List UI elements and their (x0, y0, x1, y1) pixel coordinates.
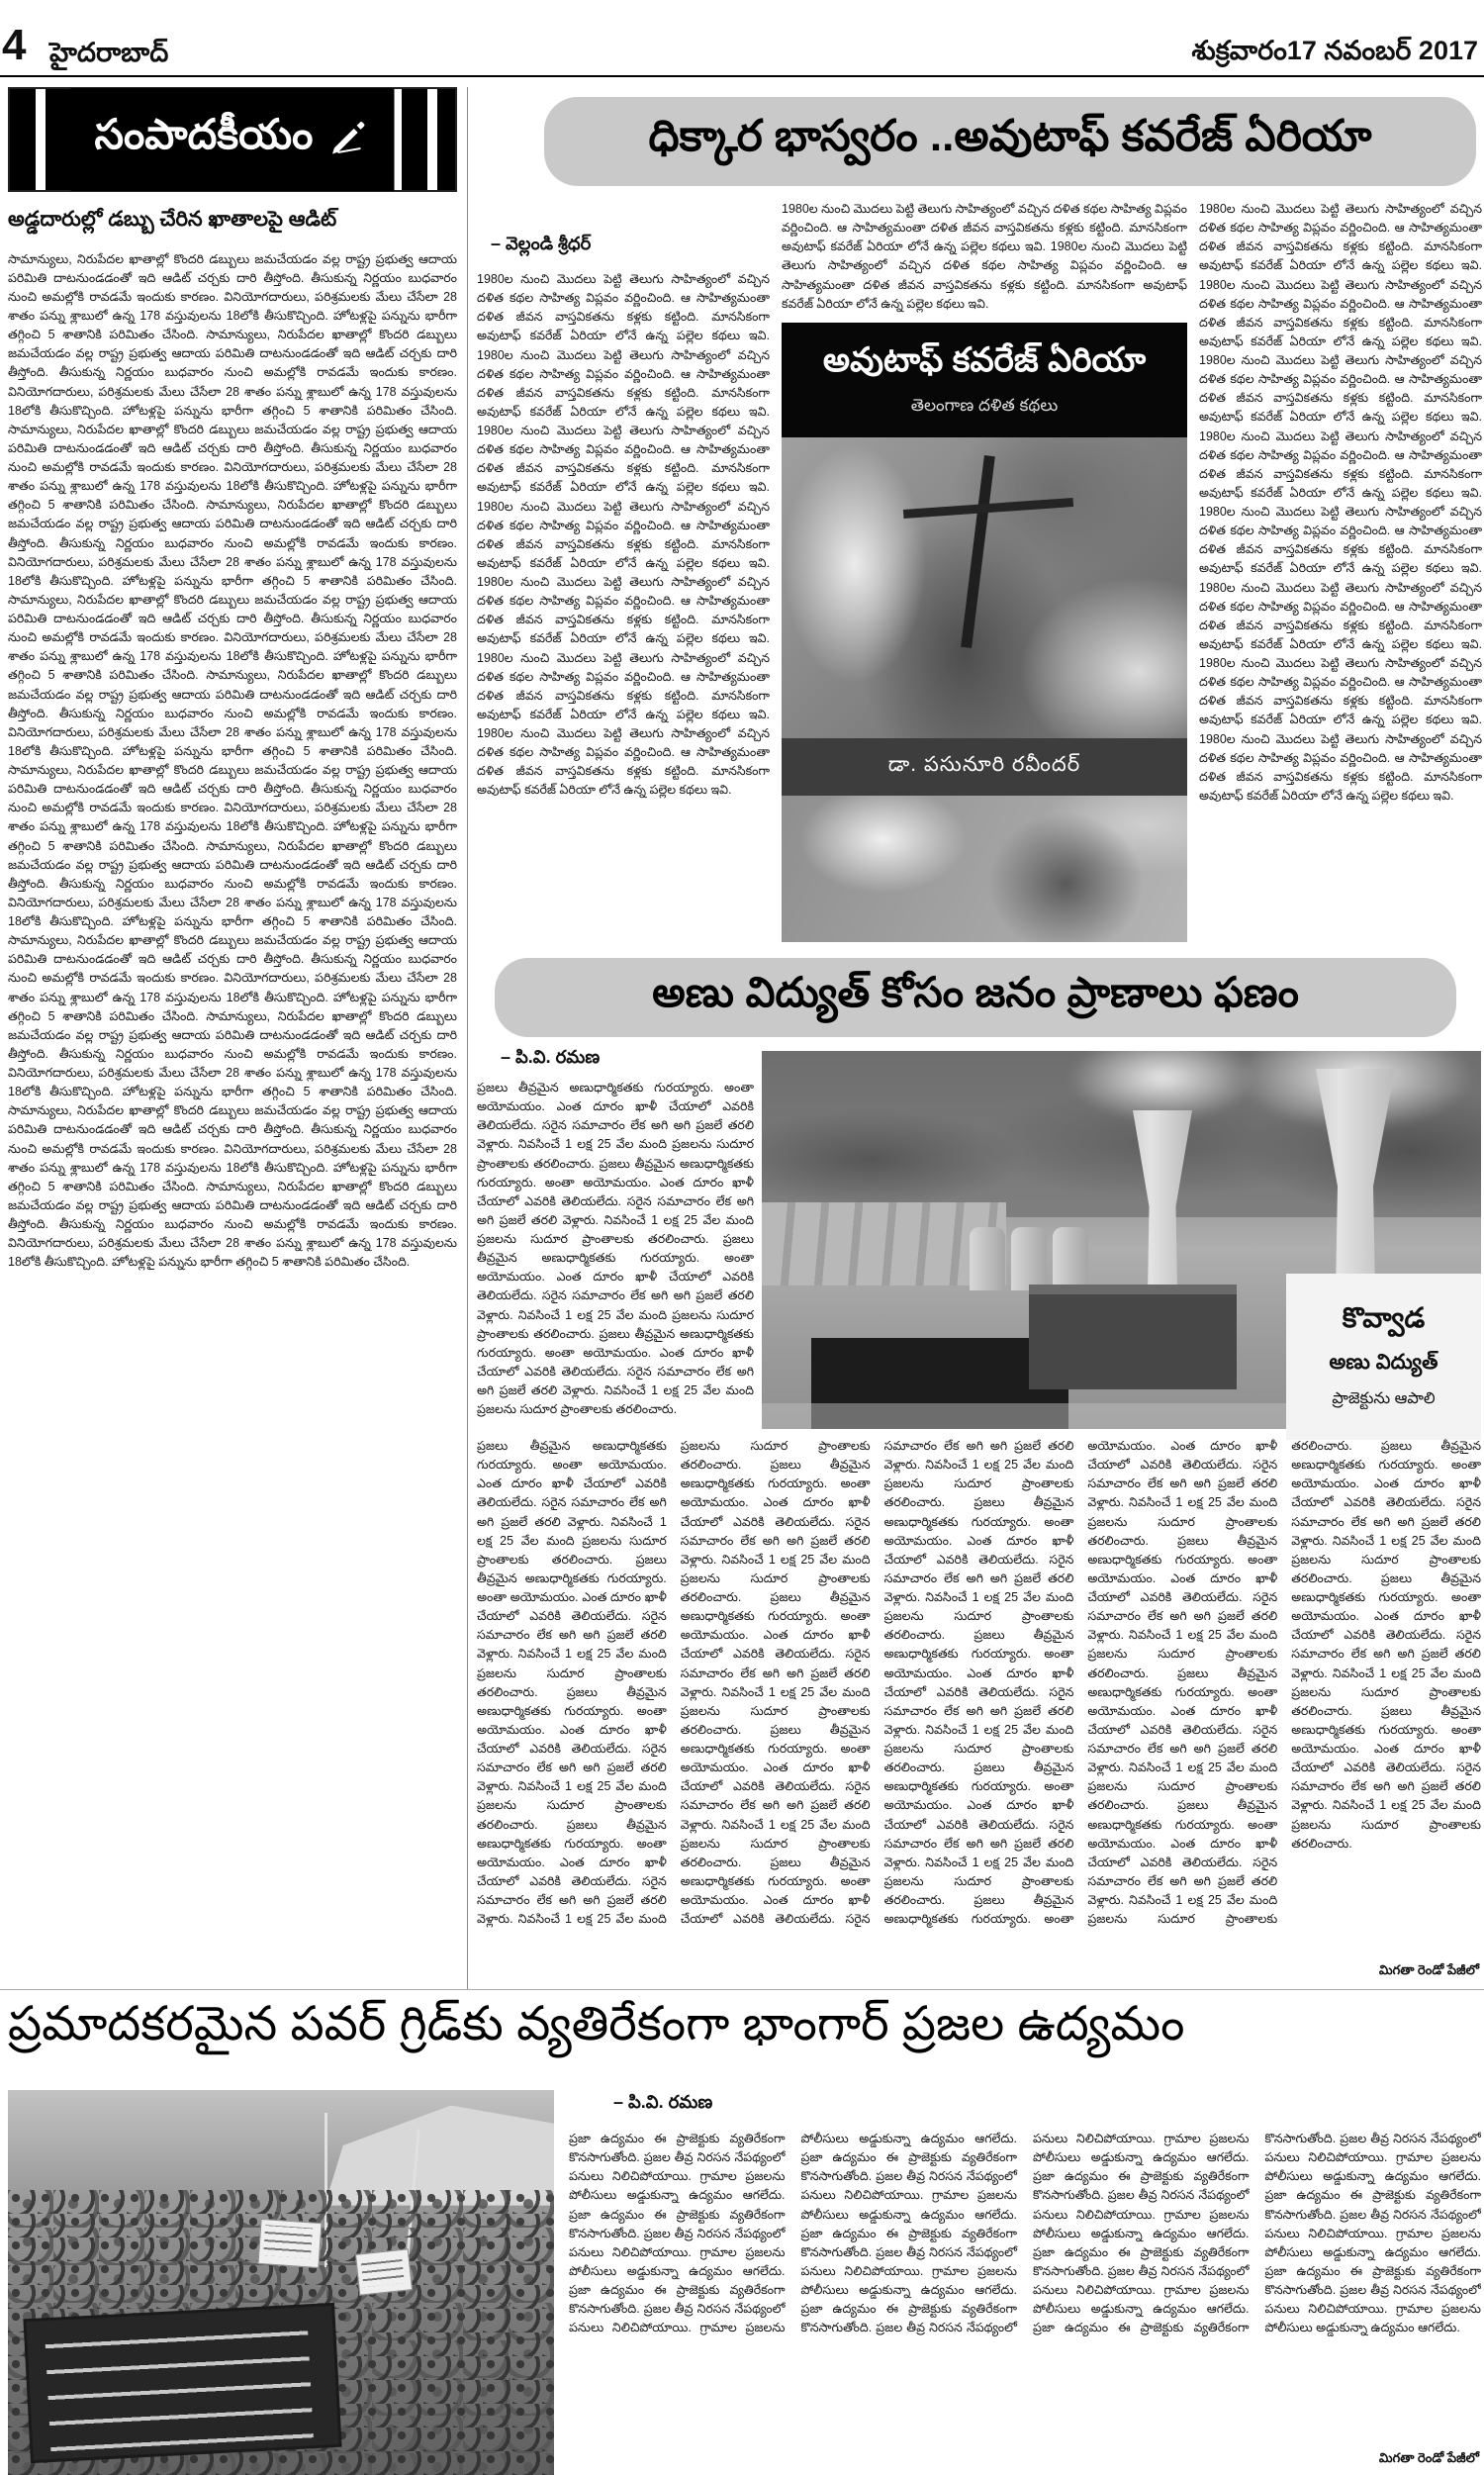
book-cover-image (782, 323, 1187, 942)
editorial-banner-text: సంపాదకీయం (94, 110, 314, 157)
book-review-col-3: 1980ల నుంచి మొదలు పెట్టి తెలుగు సాహిత్యంలో వచ్చిన దళిత కథల సాహిత్య విప్లవం వర్ణించింది. ఆ సాహిత్యమంతా దళిత జీవన వాస్తవికతను కళ్లకు కట్టింది. మానసికంగా అవుటాఫ్ కవరేజ్ ఏరియా లోనే ఉన్న పల్లెల కథలు ఇవి. 1980ల నుంచి మొదలు పెట్టి తెలుగు సాహిత్యంలో వచ్చిన దళిత కథల సాహిత్య విప్లవం వర్ణించింది. ఆ సాహిత్యమంతా దళిత జీవన వాస్తవికతను కళ్లకు కట్టింది. మానసికంగా అవుటాఫ్ కవరేజ్ ఏరియా లోనే ఉన్న పల్లెల కథలు ఇవి. 1980ల నుంచి మొదలు పెట్టి తెలుగు సాహిత్యంలో వచ్చిన దళిత కథల సాహిత్య విప్లవం వర్ణించింది. ఆ సాహిత్యమంతా దళిత జీవన వాస్తవికతను కళ్లకు కట్టింది. మానసికంగా అవుటాఫ్ కవరేజ్ ఏరియా లోనే ఉన్న పల్లెల కథలు ఇవి. 1980ల నుంచి మొదలు పెట్టి తెలుగు సాహిత్యంలో వచ్చిన దళిత కథల సాహిత్య విప్లవం వర్ణించింది. ఆ సాహిత్యమంతా దళిత జీవన వాస్తవికతను కళ్లకు కట్టింది. మానసికంగా అవుటాఫ్ కవరేజ్ ఏరియా లోనే ఉన్న పల్లెల కథలు ఇవి. 1980ల నుంచి మొదలు పెట్టి తెలుగు సాహిత్యంలో వచ్చిన దళిత కథల సాహిత్య విప్లవం వర్ణించింది. ఆ సాహిత్యమంతా దళిత జీవన వాస్తవికతను కళ్లకు కట్టింది. మానసికంగా అవుటాఫ్ కవరేజ్ ఏరియా లోనే ఉన్న పల్లెల కథలు ఇవి. 1980ల నుంచి మొదలు పెట్టి తెలుగు సాహిత్యంలో వచ్చిన దళిత కథల సాహిత్య విప్లవం వర్ణించింది. ఆ సాహిత్యమంతా దళిత జీవన వాస్తవికతను కళ్లకు కట్టింది. మానసికంగా అవుటాఫ్ కవరేజ్ ఏరియా లోనే ఉన్న పల్లెల కథలు ఇవి. 1980ల నుంచి మొదలు పెట్టి తెలుగు సాహిత్యంలో వచ్చిన దళిత కథల సాహిత్య విప్లవం వర్ణించింది. ఆ సాహిత్యమంతా దళిత జీవన వాస్తవికతను కళ్లకు కట్టింది. మానసికంగా అవుటాఫ్ కవరేజ్ ఏరియా లోనే ఉన్న పల్లెల కథలు ఇవి. 1980ల నుంచి మొదలు పెట్టి తెలుగు సాహిత్యంలో వచ్చిన దళిత కథల సాహిత్య విప్లవం వర్ణించింది. ఆ సాహిత్యమంతా దళిత జీవన వాస్తవికతను కళ్లకు కట్టింది. మానసికంగా అవుటాఫ్ కవరేజ్ ఏరియా లోనే ఉన్న పల్లెల కథలు ఇవి. (1199, 202, 1482, 803)
section-divider (0, 1989, 1484, 1990)
book-review-col-1 (477, 234, 770, 948)
continued-note: మిగతా రెండో పేజీలో (1371, 1962, 1479, 1981)
nuclear-article-headline: అణు విద్యుత్ కోసం జనం ప్రాణాలు ఫణం (495, 958, 1456, 1037)
editorial-headline: అడ్డదారుల్లో డబ్బు చేరిన ఖాతాలపై ఆడిట్ (8, 208, 337, 231)
book-author-strip (782, 738, 1187, 796)
protest-placard (355, 2249, 413, 2296)
header-rule (0, 75, 1484, 77)
book-review-headline: ధిక్కార భాస్వరం ..అవుటాఫ్ కవరేజ్ ఏరియా (544, 97, 1476, 186)
powergrid-headline: ప్రమాదకరమైన పవర్ గ్రిడ్‌కు వ్యతిరేకంగా భాంగార్ ప్రజల ఉద్యమం (8, 1998, 1185, 2050)
book-title: అవుటాఫ్ కవరేజ్ ఏరియా (822, 340, 1147, 379)
nuclear-article-col-1: ప్రజలు తీవ్రమైన అణుధార్మికతకు గురయ్యారు. అంతా అయోమయం. ఎంత దూరం ఖాళీ చేయాలో ఎవరికి తెలియలేదు. సరైన సమాచారం లేక అగి అగి ప్రజలే తరలి వెళ్లారు. నివసించే 1 లక్ష 25 వేల మంది ప్రజలను సుదూర ప్రాంతాలకు తరలించారు. ప్రజలు తీవ్రమైన అణుధార్మికతకు గురయ్యారు. అంతా అయోమయం. ఎంత దూరం ఖాళీ చేయాలో ఎవరికి తెలియలేదు. సరైన సమాచారం లేక అగి అగి ప్రజలే తరలి వెళ్లారు. నివసించే 1 లక్ష 25 వేల మంది ప్రజలను సుదూర ప్రాంతాలకు తరలించారు. ప్రజలు తీవ్రమైన అణుధార్మికతకు గురయ్యారు. అంతా అయోమయం. ఎంత దూరం ఖాళీ చేయాలో ఎవరికి తెలియలేదు. సరైన సమాచారం లేక అగి అగి ప్రజలే తరలి వెళ్లారు. నివసించే 1 లక్ష 25 వేల మంది ప్రజలను సుదూర ప్రాంతాలకు తరలించారు. ప్రజలు తీవ్రమైన అణుధార్మికతకు గురయ్యారు. అంతా అయోమయం. ఎంత దూరం ఖాళీ చేయాలో ఎవరికి తెలియలేదు. సరైన సమాచారం లేక అగి అగి ప్రజలే తరలి వెళ్లారు. నివసించే 1 లక్ష 25 వేల మంది ప్రజలను సుదూర ప్రాంతాలకు తరలించారు. (477, 1081, 754, 1417)
continued-note: మిగతా రెండో పేజీలో (1371, 2450, 1479, 2469)
book-review-byline: – వెల్లండి శ్రీధర్ (491, 234, 592, 253)
editorial-body-text: సామాన్యులు, నిరుపేదల ఖాతాల్లో కొందరి డబ్బులు జమచేయడం వల్ల రాష్ట్ర ప్రభుత్వ ఆదాయ పరిమితి దాటనుండడంతో ఇది ఆడిట్ చర్చకు దారి తీస్తోంది. తీసుకున్న నిర్ణయం బుధవారం నుంచి అమల్లోకి రావడమే ఇందుకు కారణం. వినియోగదారులు, పరిశ్రమలకు మేలు చేసేలా 28 శాతం పన్ను శ్లాబులో ఉన్న 178 వస్తువులను 18లోకి తీసుకొచ్చింది. హోటళ్లపై పన్నును భారీగా తగ్గించి 5 శాతానికి పరిమితం చేసింది. సామాన్యులు, నిరుపేదల ఖాతాల్లో కొందరి డబ్బులు జమచేయడం వల్ల రాష్ట్ర ప్రభుత్వ ఆదాయ పరిమితి దాటనుండడంతో ఇది ఆడిట్ చర్చకు దారి తీస్తోంది. తీసుకున్న నిర్ణయం బుధవారం నుంచి అమల్లోకి రావడమే ఇందుకు కారణం. వినియోగదారులు, పరిశ్రమలకు మేలు చేసేలా 28 శాతం పన్ను శ్లాబులో ఉన్న 178 వస్తువులను 18లోకి తీసుకొచ్చింది. హోటళ్లపై పన్నును భారీగా తగ్గించి 5 శాతానికి పరిమితం చేసింది. సామాన్యులు, నిరుపేదల ఖాతాల్లో కొందరి డబ్బులు జమచేయడం వల్ల రాష్ట్ర ప్రభుత్వ ఆదాయ పరిమితి దాటనుండడంతో ఇది ఆడిట్ చర్చకు దారి తీస్తోంది. తీసుకున్న నిర్ణయం బుధవారం నుంచి అమల్లోకి రావడమే ఇందుకు కారణం. వినియోగదారులు, పరిశ్రమలకు మేలు చేసేలా 28 శాతం పన్ను శ్లాబులో ఉన్న 178 వస్తువులను 18లోకి తీసుకొచ్చింది. హోటళ్లపై పన్నును భారీగా తగ్గించి 5 శాతానికి పరిమితం చేసింది. సామాన్యులు, నిరుపేదల ఖాతాల్లో కొందరి డబ్బులు జమచేయడం వల్ల రాష్ట్ర ప్రభుత్వ ఆదాయ పరిమితి దాటనుండడంతో ఇది ఆడిట్ చర్చకు దారి తీస్తోంది. తీసుకున్న నిర్ణయం బుధవారం నుంచి అమల్లోకి రావడమే ఇందుకు కారణం. వినియోగదారులు, పరిశ్రమలకు మేలు చేసేలా 28 శాతం పన్ను శ్లాబులో ఉన్న 178 వస్తువులను 18లోకి తీసుకొచ్చింది. హోటళ్లపై పన్నును భారీగా తగ్గించి 5 శాతానికి పరిమితం చేసింది. సామాన్యులు, నిరుపేదల ఖాతాల్లో కొందరి డబ్బులు జమచేయడం వల్ల రాష్ట్ర ప్రభుత్వ ఆదాయ పరిమితి దాటనుండడంతో ఇది ఆడిట్ చర్చకు దారి తీస్తోంది. తీసుకున్న నిర్ణయం బుధవారం నుంచి అమల్లోకి రావడమే ఇందుకు కారణం. వినియోగదారులు, పరిశ్రమలకు మేలు చేసేలా 28 శాతం పన్ను శ్లాబులో ఉన్న 178 వస్తువులను 18లోకి తీసుకొచ్చింది. హోటళ్లపై పన్నును భారీగా తగ్గించి 5 శాతానికి పరిమితం చేసింది. సామాన్యులు, నిరుపేదల ఖాతాల్లో కొందరి డబ్బులు జమచేయడం వల్ల రాష్ట్ర ప్రభుత్వ ఆదాయ పరిమితి దాటనుండడంతో ఇది ఆడిట్ చర్చకు దారి తీస్తోంది. తీసుకున్న నిర్ణయం బుధవారం నుంచి అమల్లోకి రావడమే ఇందుకు కారణం. వినియోగదారులు, పరిశ్రమలకు మేలు చేసేలా 28 శాతం పన్ను శ్లాబులో ఉన్న 178 వస్తువులను 18లోకి తీసుకొచ్చింది. హోటళ్లపై పన్నును భారీగా తగ్గించి 5 శాతానికి పరిమితం చేసింది. సామాన్యులు, నిరుపేదల ఖాతాల్లో కొందరి డబ్బులు జమచేయడం వల్ల రాష్ట్ర ప్రభుత్వ ఆదాయ పరిమితి దాటనుండడంతో ఇది ఆడిట్ చర్చకు దారి తీస్తోంది. తీసుకున్న నిర్ణయం బుధవారం నుంచి అమల్లోకి రావడమే ఇందుకు కారణం. వినియోగదారులు, పరిశ్రమలకు మేలు చేసేలా 28 శాతం పన్ను శ్లాబులో ఉన్న 178 వస్తువులను 18లోకి తీసుకొచ్చింది. హోటళ్లపై పన్నును భారీగా తగ్గించి 5 శాతానికి పరిమితం చేసింది. సామాన్యులు, నిరుపేదల ఖాతాల్లో కొందరి డబ్బులు జమచేయడం వల్ల రాష్ట్ర ప్రభుత్వ ఆదాయ పరిమితి దాటనుండడంతో ఇది ఆడిట్ చర్చకు దారి తీస్తోంది. తీసుకున్న నిర్ణయం బుధవారం నుంచి అమల్లోకి రావడమే ఇందుకు కారణం. వినియోగదారులు, పరిశ్రమలకు మేలు చేసేలా 28 శాతం పన్ను శ్లాబులో ఉన్న 178 వస్తువులను 18లోకి తీసుకొచ్చింది. హోటళ్లపై పన్నును భారీగా తగ్గించి 5 శాతానికి పరిమితం చేసింది. సామాన్యులు, నిరుపేదల ఖాతాల్లో కొందరి డబ్బులు జమచేయడం వల్ల రాష్ట్ర ప్రభుత్వ ఆదాయ పరిమితి దాటనుండడంతో ఇది ఆడిట్ చర్చకు దారి తీస్తోంది. తీసుకున్న నిర్ణయం బుధవారం నుంచి అమల్లోకి రావడమే ఇందుకు కారణం. వినియోగదారులు, పరిశ్రమలకు మేలు చేసేలా 28 శాతం పన్ను శ్లాబులో ఉన్న 178 వస్తువులను 18లోకి తీసుకొచ్చింది. హోటళ్లపై పన్నును భారీగా తగ్గించి 5 శాతానికి పరిమితం చేసింది. సామాన్యులు, నిరుపేదల ఖాతాల్లో కొందరి డబ్బులు జమచేయడం వల్ల రాష్ట్ర ప్రభుత్వ ఆదాయ పరిమితి దాటనుండడంతో ఇది ఆడిట్ చర్చకు దారి తీస్తోంది. తీసుకున్న నిర్ణయం బుధవారం నుంచి అమల్లోకి రావడమే ఇందుకు కారణం. వినియోగదారులు, పరిశ్రమలకు మేలు చేసేలా 28 శాతం పన్ను శ్లాబులో ఉన్న 178 వస్తువులను 18లోకి తీసుకొచ్చింది. హోటళ్లపై పన్నును భారీగా తగ్గించి 5 శాతానికి పరిమితం చేసింది. సామాన్యులు, నిరుపేదల ఖాతాల్లో కొందరి డబ్బులు జమచేయడం వల్ల రాష్ట్ర ప్రభుత్వ ఆదాయ పరిమితి దాటనుండడంతో ఇది ఆడిట్ చర్చకు దారి తీస్తోంది. తీసుకున్న నిర్ణయం బుధవారం నుంచి అమల్లోకి రావడమే ఇందుకు కారణం. వినియోగదారులు, పరిశ్రమలకు మేలు చేసేలా 28 శాతం పన్ను శ్లాబులో ఉన్న 178 వస్తువులను 18లోకి తీసుకొచ్చింది. హోటళ్లపై పన్నును భారీగా తగ్గించి 5 శాతానికి పరిమితం చేసింది. సామాన్యులు, నిరుపేదల ఖాతాల్లో కొందరి డబ్బులు జమచేయడం వల్ల రాష్ట్ర ప్రభుత్వ ఆదాయ పరిమితి దాటనుండడంతో ఇది ఆడిట్ చర్చకు దారి తీస్తోంది. తీసుకున్న నిర్ణయం బుధవారం నుంచి అమల్లోకి రావడమే ఇందుకు కారణం. వినియోగదారులు, పరిశ్రమలకు మేలు చేసేలా 28 శాతం పన్ను శ్లాబులో ఉన్న 178 వస్తువులను 18లోకి తీసుకొచ్చింది. హోటళ్లపై పన్నును భారీగా తగ్గించి 5 శాతానికి పరిమితం చేసింది. (8, 251, 457, 1270)
book-subtitle: తెలంగాణ దళిత కథలు (910, 395, 1059, 415)
editorial-banner-label (71, 88, 395, 191)
book-cover-title-block (782, 323, 1187, 437)
editorial-column (8, 87, 457, 1970)
caption-line-3: ప్రాజెక్టును ఆపాలి (1332, 1390, 1436, 1407)
book-cover-artwork-lower (782, 796, 1187, 942)
caption-line-2: అణు విద్యుత్ (1329, 1351, 1438, 1374)
pen-writing-icon (326, 116, 370, 164)
storage-silos (970, 1227, 1088, 1290)
column-divider (467, 87, 468, 1989)
editorial-banner (8, 87, 457, 192)
powergrid-byline: – పి.వి. రమణ (613, 2092, 713, 2112)
powergrid-columns: ప్రజా ఉద్యమం ఈ ప్రాజెక్టుకు వ్యతిరేకంగా కొనసాగుతోంది. ప్రజల తీవ్ర నిరసన నేపథ్యంలో పనులు నిలిచిపోయాయి. గ్రామాల ప్రజలను పోలీసులు అడ్డుకున్నా ఉద్యమం ఆగలేదు. ప్రజా ఉద్యమం ఈ ప్రాజెక్టుకు వ్యతిరేకంగా కొనసాగుతోంది. ప్రజల తీవ్ర నిరసన నేపథ్యంలో పనులు నిలిచిపోయాయి. గ్రామాల ప్రజలను పోలీసులు అడ్డుకున్నా ఉద్యమం ఆగలేదు. ప్రజా ఉద్యమం ఈ ప్రాజెక్టుకు వ్యతిరేకంగా కొనసాగుతోంది. ప్రజల తీవ్ర నిరసన నేపథ్యంలో పనులు నిలిచిపోయాయి. గ్రామాల ప్రజలను పోలీసులు అడ్డుకున్నా ఉద్యమం ఆగలేదు. ప్రజా ఉద్యమం ఈ ప్రాజెక్టుకు వ్యతిరేకంగా కొనసాగుతోంది. ప్రజల తీవ్ర నిరసన నేపథ్యంలో పనులు నిలిచిపోయాయి. గ్రామాల ప్రజలను పోలీసులు అడ్డుకున్నా ఉద్యమం ఆగలేదు. ప్రజా ఉద్యమం ఈ ప్రాజెక్టుకు వ్యతిరేకంగా కొనసాగుతోంది. ప్రజల తీవ్ర నిరసన నేపథ్యంలో పనులు నిలిచిపోయాయి. గ్రామాల ప్రజలను పోలీసులు అడ్డుకున్నా ఉద్యమం ఆగలేదు. ప్రజా ఉద్యమం ఈ ప్రాజెక్టుకు వ్యతిరేకంగా కొనసాగుతోంది. ప్రజల తీవ్ర నిరసన నేపథ్యంలో పనులు నిలిచిపోయాయి. గ్రామాల ప్రజలను పోలీసులు అడ్డుకున్నా ఉద్యమం ఆగలేదు. ప్రజా ఉద్యమం ఈ ప్రాజెక్టుకు వ్యతిరేకంగా కొనసాగుతోంది. ప్రజల తీవ్ర నిరసన నేపథ్యంలో పనులు నిలిచిపోయాయి. గ్రామాల ప్రజలను పోలీసులు అడ్డుకున్నా ఉద్యమం ఆగలేదు. ప్రజా ఉద్యమం ఈ ప్రాజెక్టుకు వ్యతిరేకంగా కొనసాగుతోంది. ప్రజల తీవ్ర నిరసన నేపథ్యంలో పనులు నిలిచిపోయాయి. గ్రామాల ప్రజలను పోలీసులు అడ్డుకున్నా ఉద్యమం ఆగలేదు. ప్రజా ఉద్యమం ఈ ప్రాజెక్టుకు వ్యతిరేకంగా కొనసాగుతోంది. ప్రజల తీవ్ర నిరసన నేపథ్యంలో పనులు నిలిచిపోయాయి. గ్రామాల ప్రజలను పోలీసులు అడ్డుకున్నా ఉద్యమం ఆగలేదు. ప్రజా ఉద్యమం ఈ ప్రాజెక్టుకు వ్యతిరేకంగా కొనసాగుతోంది. ప్రజల తీవ్ర నిరసన నేపథ్యంలో పనులు నిలిచిపోయాయి. గ్రామాల ప్రజలను పోలీసులు అడ్డుకున్నా ఉద్యమం ఆగలేదు. ప్రజా ఉద్యమం ఈ ప్రాజెక్టుకు వ్యతిరేకంగా కొనసాగుతోంది. ప్రజల తీవ్ర నిరసన నేపథ్యంలో పనులు నిలిచిపోయాయి. గ్రామాల ప్రజలను పోలీసులు అడ్డుకున్నా ఉద్యమం ఆగలేదు. (569, 2132, 1481, 2335)
plant-building (1029, 1285, 1237, 1389)
body-text: 1980ల నుంచి మొదలు పెట్టి తెలుగు సాహిత్యంలో వచ్చిన దళిత కథల సాహిత్య విప్లవం వర్ణించింది. ఆ సాహిత్యమంతా దళిత జీవన వాస్తవికతను కళ్లకు కట్టింది. మానసికంగా అవుటాఫ్ కవరేజ్ ఏరియా లోనే ఉన్న పల్లెల కథలు ఇవి. 1980ల నుంచి మొదలు పెట్టి తెలుగు సాహిత్యంలో వచ్చిన దళిత కథల సాహిత్య విప్లవం వర్ణించింది. ఆ సాహిత్యమంతా దళిత జీవన వాస్తవికతను కళ్లకు కట్టింది. మానసికంగా అవుటాఫ్ కవరేజ్ ఏరియా లోనే ఉన్న పల్లెల కథలు ఇవి. 1980ల నుంచి మొదలు పెట్టి తెలుగు సాహిత్యంలో వచ్చిన దళిత కథల సాహిత్య విప్లవం వర్ణించింది. ఆ సాహిత్యమంతా దళిత జీవన వాస్తవికతను కళ్లకు కట్టింది. మానసికంగా అవుటాఫ్ కవరేజ్ ఏరియా లోనే ఉన్న పల్లెల కథలు ఇవి. 1980ల నుంచి మొదలు పెట్టి తెలుగు సాహిత్యంలో వచ్చిన దళిత కథల సాహిత్య విప్లవం వర్ణించింది. ఆ సాహిత్యమంతా దళిత జీవన వాస్తవికతను కళ్లకు కట్టింది. మానసికంగా అవుటాఫ్ కవరేజ్ ఏరియా లోనే ఉన్న పల్లెల కథలు ఇవి. 1980ల నుంచి మొదలు పెట్టి తెలుగు సాహిత్యంలో వచ్చిన దళిత కథల సాహిత్య విప్లవం వర్ణించింది. ఆ సాహిత్యమంతా దళిత జీవన వాస్తవికతను కళ్లకు కట్టింది. మానసికంగా అవుటాఫ్ కవరేజ్ ఏరియా లోనే ఉన్న పల్లెల కథలు ఇవి. 1980ల నుంచి మొదలు పెట్టి తెలుగు సాహిత్యంలో వచ్చిన దళిత కథల సాహిత్య విప్లవం వర్ణించింది. ఆ సాహిత్యమంతా దళిత జీవన వాస్తవికతను కళ్లకు కట్టింది. మానసికంగా అవుటాఫ్ కవరేజ్ ఏరియా లోనే ఉన్న పల్లెల కథలు ఇవి. 1980ల నుంచి మొదలు పెట్టి తెలుగు సాహిత్యంలో వచ్చిన దళిత కథల సాహిత్య విప్లవం వర్ణించింది. ఆ సాహిత్యమంతా దళిత జీవన వాస్తవికతను కళ్లకు కట్టింది. మానసికంగా అవుటాఫ్ కవరేజ్ ఏరియా లోనే ఉన్న పల్లెల కథలు ఇవి. (477, 272, 770, 798)
book-cover-artwork (782, 437, 1187, 738)
issue-date: శుక్రవారం17 నవంబర్ 2017 (1191, 36, 1478, 65)
photo-caption-box (1286, 1274, 1481, 1440)
nuclear-article-byline: – పి.వి. రమణ (501, 1047, 601, 1067)
book-author: డా. పసునూరి రవీందర్ (887, 752, 1081, 776)
book-review-col-2: 1980ల నుంచి మొదలు పెట్టి తెలుగు సాహిత్యంలో వచ్చిన దళిత కథల సాహిత్య విప్లవం వర్ణించింది. ఆ సాహిత్యమంతా దళిత జీవన వాస్తవికతను కళ్లకు కట్టింది. మానసికంగా అవుటాఫ్ కవరేజ్ ఏరియా లోనే ఉన్న పల్లెల కథలు ఇవి. 1980ల నుంచి మొదలు పెట్టి తెలుగు సాహిత్యంలో వచ్చిన దళిత కథల సాహిత్య విప్లవం వర్ణించింది. ఆ సాహిత్యమంతా దళిత జీవన వాస్తవికతను కళ్లకు కట్టింది. మానసికంగా అవుటాఫ్ కవరేజ్ ఏరియా లోనే ఉన్న పల్లెల కథలు ఇవి. (782, 202, 1187, 311)
protest-banner (27, 2306, 339, 2460)
protest-placard (257, 2219, 322, 2268)
nuclear-article-bottom-columns: ప్రజలు తీవ్రమైన అణుధార్మికతకు గురయ్యారు. అంతా అయోమయం. ఎంత దూరం ఖాళీ చేయాలో ఎవరికి తెలియలేదు. సరైన సమాచారం లేక అగి అగి ప్రజలే తరలి వెళ్లారు. నివసించే 1 లక్ష 25 వేల మంది ప్రజలను సుదూర ప్రాంతాలకు తరలించారు. ప్రజలు తీవ్రమైన అణుధార్మికతకు గురయ్యారు. అంతా అయోమయం. ఎంత దూరం ఖాళీ చేయాలో ఎవరికి తెలియలేదు. సరైన సమాచారం లేక అగి అగి ప్రజలే తరలి వెళ్లారు. నివసించే 1 లక్ష 25 వేల మంది ప్రజలను సుదూర ప్రాంతాలకు తరలించారు. ప్రజలు తీవ్రమైన అణుధార్మికతకు గురయ్యారు. అంతా అయోమయం. ఎంత దూరం ఖాళీ చేయాలో ఎవరికి తెలియలేదు. సరైన సమాచారం లేక అగి అగి ప్రజలే తరలి వెళ్లారు. నివసించే 1 లక్ష 25 వేల మంది ప్రజలను సుదూర ప్రాంతాలకు తరలించారు. ప్రజలు తీవ్రమైన అణుధార్మికతకు గురయ్యారు. అంతా అయోమయం. ఎంత దూరం ఖాళీ చేయాలో ఎవరికి తెలియలేదు. సరైన సమాచారం లేక అగి అగి ప్రజలే తరలి వెళ్లారు. నివసించే 1 లక్ష 25 వేల మంది ప్రజలను సుదూర ప్రాంతాలకు తరలించారు. ప్రజలు తీవ్రమైన అణుధార్మికతకు గురయ్యారు. అంతా అయోమయం. ఎంత దూరం ఖాళీ చేయాలో ఎవరికి తెలియలేదు. సరైన సమాచారం లేక అగి అగి ప్రజలే తరలి వెళ్లారు. నివసించే 1 లక్ష 25 వేల మంది ప్రజలను సుదూర ప్రాంతాలకు తరలించారు. ప్రజలు తీవ్రమైన అణుధార్మికతకు గురయ్యారు. అంతా అయోమయం. ఎంత దూరం ఖాళీ చేయాలో ఎవరికి తెలియలేదు. సరైన సమాచారం లేక అగి అగి ప్రజలే తరలి వెళ్లారు. నివసించే 1 లక్ష 25 వేల మంది ప్రజలను సుదూర ప్రాంతాలకు తరలించారు. ప్రజలు తీవ్రమైన అణుధార్మికతకు గురయ్యారు. అంతా అయోమయం. ఎంత దూరం ఖాళీ చేయాలో ఎవరికి తెలియలేదు. సరైన సమాచారం లేక అగి అగి ప్రజలే తరలి వెళ్లారు. నివసించే 1 లక్ష 25 వేల మంది ప్రజలను సుదూర ప్రాంతాలకు తరలించారు. ప్రజలు తీవ్రమైన అణుధార్మికతకు గురయ్యారు. అంతా అయోమయం. ఎంత దూరం ఖాళీ చేయాలో ఎవరికి తెలియలేదు. సరైన సమాచారం లేక అగి అగి ప్రజలే తరలి వెళ్లారు. నివసించే 1 లక్ష 25 వేల మంది ప్రజలను సుదూర ప్రాంతాలకు తరలించారు. ప్రజలు తీవ్రమైన అణుధార్మికతకు గురయ్యారు. అంతా అయోమయం. ఎంత దూరం ఖాళీ చేయాలో ఎవరికి తెలియలేదు. సరైన సమాచారం లేక అగి అగి ప్రజలే తరలి వెళ్లారు. నివసించే 1 లక్ష 25 వేల మంది ప్రజలను సుదూర ప్రాంతాలకు తరలించారు. ప్రజలు తీవ్రమైన అణుధార్మికతకు గురయ్యారు. అంతా అయోమయం. ఎంత దూరం ఖాళీ చేయాలో ఎవరికి తెలియలేదు. సరైన సమాచారం లేక అగి అగి ప్రజలే తరలి వెళ్లారు. నివసించే 1 లక్ష 25 వేల మంది ప్రజలను సుదూర ప్రాంతాలకు తరలించారు. ప్రజలు తీవ్రమైన అణుధార్మికతకు గురయ్యారు. అంతా అయోమయం. ఎంత దూరం ఖాళీ చేయాలో ఎవరికి తెలియలేదు. సరైన సమాచారం లేక అగి అగి ప్రజలే తరలి వెళ్లారు. నివసించే 1 లక్ష 25 వేల మంది ప్రజలను సుదూర ప్రాంతాలకు తరలించారు. ప్రజలు తీవ్రమైన అణుధార్మికతకు గురయ్యారు. అంతా అయోమయం. ఎంత దూరం ఖాళీ చేయాలో ఎవరికి తెలియలేదు. సరైన సమాచారం లేక అగి అగి ప్రజలే తరలి వెళ్లారు. నివసించే 1 లక్ష 25 వేల మంది ప్రజలను సుదూర ప్రాంతాలకు తరలించారు. ప్రజలు తీవ్రమైన అణుధార్మికతకు గురయ్యారు. అంతా అయోమయం. ఎంత దూరం ఖాళీ చేయాలో ఎవరికి తెలియలేదు. సరైన సమాచారం లేక అగి అగి ప్రజలే తరలి వెళ్లారు. నివసించే 1 లక్ష 25 వేల మంది ప్రజలను సుదూర ప్రాంతాలకు తరలించారు. ప్రజలు తీవ్రమైన అణుధార్మికతకు గురయ్యారు. అంతా అయోమయం. ఎంత దూరం ఖాళీ చేయాలో ఎవరికి తెలియలేదు. సరైన సమాచారం లేక అగి అగి ప్రజలే తరలి వెళ్లారు. నివసించే 1 లక్ష 25 వేల మంది ప్రజలను సుదూర ప్రాంతాలకు తరలించారు. ప్రజలు తీవ్రమైన అణుధార్మికతకు గురయ్యారు. అంతా అయోమయం. ఎంత దూరం ఖాళీ చేయాలో ఎవరికి తెలియలేదు. సరైన సమాచారం లేక అగి అగి ప్రజలే తరలి వెళ్లారు. నివసించే 1 లక్ష 25 వేల మంది ప్రజలను సుదూర ప్రాంతాలకు తరలించారు. ప్రజలు తీవ్రమైన అణుధార్మికతకు గురయ్యారు. అంతా అయోమయం. ఎంత దూరం ఖాళీ చేయాలో ఎవరికి తెలియలేదు. సరైన సమాచారం లేక అగి అగి ప్రజలే తరలి వెళ్లారు. నివసించే 1 లక్ష 25 వేల మంది ప్రజలను సుదూర ప్రాంతాలకు తరలించారు. ప్రజలు తీవ్రమైన అణుధార్మికతకు గురయ్యారు. అంతా అయోమయం. ఎంత దూరం ఖాళీ చేయాలో ఎవరికి తెలియలేదు. సరైన సమాచారం లేక అగి అగి ప్రజలే తరలి వెళ్లారు. నివసించే 1 లక్ష 25 వేల మంది ప్రజలను సుదూర ప్రాంతాలకు తరలించారు. ప్రజలు తీవ్రమైన అణుధార్మికతకు గురయ్యారు. అంతా అయోమయం. ఎంత దూరం ఖాళీ చేయాలో ఎవరికి తెలియలేదు. సరైన సమాచారం లేక అగి అగి ప్రజలే తరలి వెళ్లారు. నివసించే 1 లక్ష 25 వేల మంది ప్రజలను సుదూర ప్రాంతాలకు తరలించారు. (477, 1439, 1481, 1927)
page-number: 4 (2, 21, 27, 69)
protest-photo (8, 2090, 554, 2475)
caption-line-1: కొవ్వాడ (1342, 1302, 1426, 1333)
city-name: హైదరాబాద్ (49, 38, 169, 67)
